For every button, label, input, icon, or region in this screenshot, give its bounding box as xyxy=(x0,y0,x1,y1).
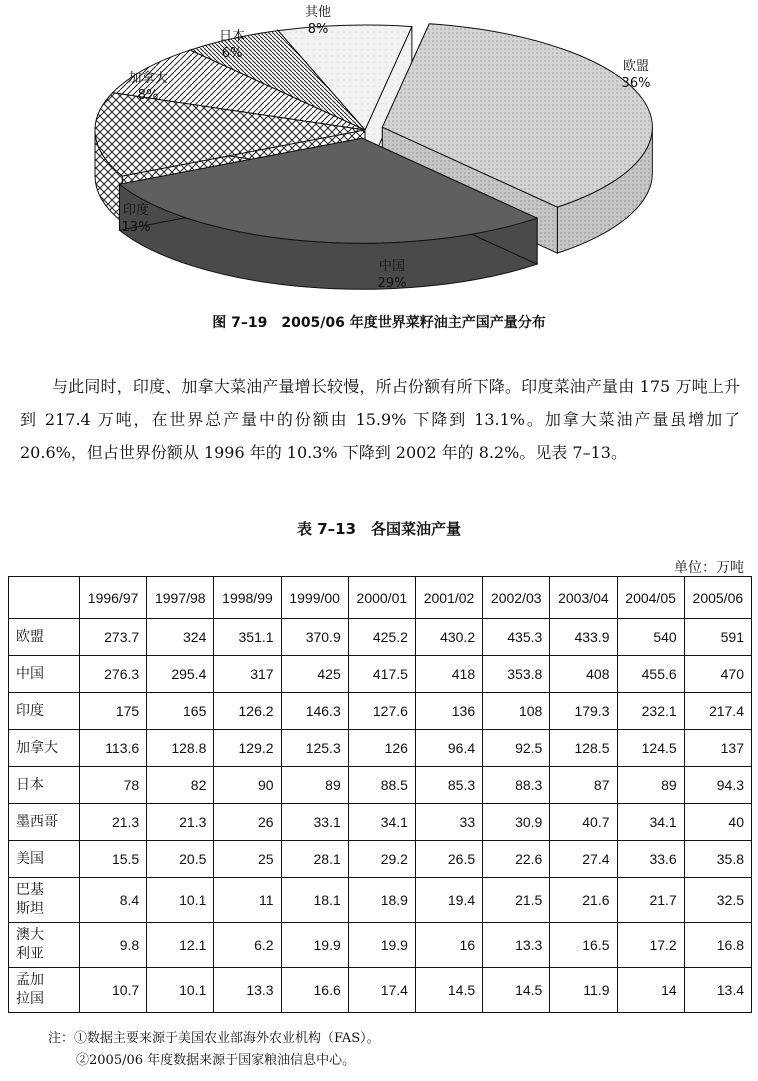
country-cell: 加拿大 xyxy=(9,730,80,767)
value-cell: 10.1 xyxy=(147,968,214,1013)
value-cell: 276.3 xyxy=(80,656,147,693)
value-cell: 18.1 xyxy=(281,878,348,923)
value-cell: 25 xyxy=(214,841,281,878)
year-header: 1996/97 xyxy=(80,577,147,619)
value-cell: 33.1 xyxy=(281,804,348,841)
value-cell: 124.5 xyxy=(617,730,684,767)
slice-label-value: 8% xyxy=(307,22,329,37)
value-cell: 34.1 xyxy=(348,804,415,841)
value-cell: 417.5 xyxy=(348,656,415,693)
value-cell: 90 xyxy=(214,767,281,804)
value-cell: 19.4 xyxy=(415,878,482,923)
slice-label-name: 其他 xyxy=(304,5,332,20)
year-header: 2000/01 xyxy=(348,577,415,619)
table-unit: 单位：万吨 xyxy=(674,560,744,576)
value-cell: 21.3 xyxy=(147,804,214,841)
value-cell: 19.9 xyxy=(281,923,348,968)
table-row xyxy=(9,619,752,656)
value-cell: 22.6 xyxy=(483,841,550,878)
value-cell: 21.3 xyxy=(80,804,147,841)
table-row xyxy=(9,767,752,804)
table-row xyxy=(9,968,752,1013)
value-cell: 89 xyxy=(617,767,684,804)
value-cell: 126 xyxy=(348,730,415,767)
country-cell-line: 斯坦 xyxy=(16,901,44,917)
country-cell xyxy=(9,968,80,1013)
table-row xyxy=(9,730,752,767)
value-cell: 125.3 xyxy=(281,730,348,767)
year-header: 1997/98 xyxy=(147,577,214,619)
slice-label xyxy=(305,4,331,37)
country-cell: 墨西哥 xyxy=(9,804,80,841)
value-cell: 11 xyxy=(214,878,281,923)
table-row xyxy=(9,693,752,730)
pie-chart xyxy=(0,0,758,305)
year-header: 2002/03 xyxy=(483,577,550,619)
value-cell: 13.4 xyxy=(684,968,751,1013)
value-cell: 20.5 xyxy=(147,841,214,878)
value-cell: 14.5 xyxy=(483,968,550,1013)
year-header: 2001/02 xyxy=(415,577,482,619)
table-row xyxy=(9,878,752,923)
value-cell: 16.8 xyxy=(684,923,751,968)
note-1: 注：①数据主要来源于美国农业部海外农业机构（FAS）。 xyxy=(48,1031,380,1046)
value-cell: 137 xyxy=(684,730,751,767)
year-header: 2004/05 xyxy=(617,577,684,619)
value-cell: 470 xyxy=(684,656,751,693)
value-cell: 40.7 xyxy=(550,804,617,841)
value-cell: 15.5 xyxy=(80,841,147,878)
year-header: 1998/99 xyxy=(214,577,281,619)
value-cell: 19.9 xyxy=(348,923,415,968)
slice-label-name: 欧盟 xyxy=(622,59,650,74)
value-cell: 40 xyxy=(684,804,751,841)
value-cell: 33.6 xyxy=(617,841,684,878)
value-cell: 179.3 xyxy=(550,693,617,730)
country-cell: 中国 xyxy=(9,656,80,693)
value-cell: 16 xyxy=(415,923,482,968)
value-cell: 16.5 xyxy=(550,923,617,968)
slice-label-value: 13% xyxy=(121,220,151,235)
value-cell: 21.6 xyxy=(550,878,617,923)
value-cell: 13.3 xyxy=(214,968,281,1013)
value-cell: 88.5 xyxy=(348,767,415,804)
production-table xyxy=(8,576,752,1013)
value-cell: 113.6 xyxy=(80,730,147,767)
table-title: 表 7–13 各国菜油产量 xyxy=(296,520,462,538)
slice-label-name: 中国 xyxy=(378,259,406,274)
value-cell: 129.2 xyxy=(214,730,281,767)
value-cell: 11.9 xyxy=(550,968,617,1013)
value-cell: 165 xyxy=(147,693,214,730)
value-cell: 30.9 xyxy=(483,804,550,841)
value-cell: 12.1 xyxy=(147,923,214,968)
table-body xyxy=(9,619,752,1013)
table-row xyxy=(9,804,752,841)
slice-label xyxy=(622,59,651,91)
value-cell: 324 xyxy=(147,619,214,656)
value-cell: 232.1 xyxy=(617,693,684,730)
country-cell-line: 孟加 xyxy=(16,972,44,988)
value-cell: 14 xyxy=(617,968,684,1013)
value-cell: 10.1 xyxy=(147,878,214,923)
value-cell: 17.4 xyxy=(348,968,415,1013)
value-cell: 27.4 xyxy=(550,841,617,878)
value-cell: 26 xyxy=(214,804,281,841)
value-cell: 88.3 xyxy=(483,767,550,804)
figure-caption: 图 7–19 2005/06 年度世界菜籽油主产国产量分布 xyxy=(212,315,546,331)
value-cell: 33 xyxy=(415,804,482,841)
value-cell: 353.8 xyxy=(483,656,550,693)
slice-label-value: 8% xyxy=(137,88,159,103)
value-cell: 28.1 xyxy=(281,841,348,878)
value-cell: 128.5 xyxy=(550,730,617,767)
value-cell: 146.3 xyxy=(281,693,348,730)
table-row xyxy=(9,841,752,878)
year-header: 2005/06 xyxy=(684,577,751,619)
slice-label-value: 29% xyxy=(377,276,407,291)
value-cell: 408 xyxy=(550,656,617,693)
country-cell-line: 澳大 xyxy=(16,927,44,943)
value-cell: 21.5 xyxy=(483,878,550,923)
slice-label-name: 日本 xyxy=(218,29,246,44)
value-cell: 126.2 xyxy=(214,693,281,730)
country-cell xyxy=(9,923,80,968)
value-cell: 13.3 xyxy=(483,923,550,968)
year-header: 1999/00 xyxy=(281,577,348,619)
value-cell: 418 xyxy=(415,656,482,693)
value-cell: 10.7 xyxy=(80,968,147,1013)
country-cell: 欧盟 xyxy=(9,619,80,656)
value-cell: 217.4 xyxy=(684,693,751,730)
value-cell: 96.4 xyxy=(415,730,482,767)
value-cell: 17.2 xyxy=(617,923,684,968)
value-cell: 317 xyxy=(214,656,281,693)
slice-label-value: 6% xyxy=(221,46,243,61)
value-cell: 34.1 xyxy=(617,804,684,841)
country-cell: 美国 xyxy=(9,841,80,878)
country-cell: 日本 xyxy=(9,767,80,804)
value-cell: 351.1 xyxy=(214,619,281,656)
country-cell xyxy=(9,878,80,923)
slice-label-name: 加拿大 xyxy=(128,71,168,86)
value-cell: 85.3 xyxy=(415,767,482,804)
slice-label-value: 36% xyxy=(621,76,651,91)
value-cell: 425 xyxy=(281,656,348,693)
table-row xyxy=(9,923,752,968)
country-cell: 印度 xyxy=(9,693,80,730)
body-paragraph: 与此同时，印度、加拿大菜油产量增长较慢，所占份额有所下降。印度菜油产量由 175 万吨上升到 217.4 万吨，在世界总产量中的份额由 15.9% 下降到 13.1%。加拿大菜油产量虽增加了 20.6%，但占世界份额从 1996 年的 10.3% 下降到 2002 年的 8.2%。见表 7–13。 xyxy=(20,377,740,462)
table-header-row xyxy=(9,577,752,619)
value-cell: 87 xyxy=(550,767,617,804)
value-cell: 78 xyxy=(80,767,147,804)
value-cell: 32.5 xyxy=(684,878,751,923)
value-cell: 128.8 xyxy=(147,730,214,767)
value-cell: 295.4 xyxy=(147,656,214,693)
value-cell: 89 xyxy=(281,767,348,804)
value-cell: 26.5 xyxy=(415,841,482,878)
slice-label-name: 印度 xyxy=(122,203,150,218)
country-cell-line: 巴基 xyxy=(16,882,44,898)
value-cell: 108 xyxy=(483,693,550,730)
value-cell: 16.6 xyxy=(281,968,348,1013)
value-cell: 35.8 xyxy=(684,841,751,878)
value-cell: 6.2 xyxy=(214,923,281,968)
value-cell: 430.2 xyxy=(415,619,482,656)
value-cell: 14.5 xyxy=(415,968,482,1013)
value-cell: 433.9 xyxy=(550,619,617,656)
value-cell: 591 xyxy=(684,619,751,656)
table-corner-cell xyxy=(9,577,80,619)
value-cell: 92.5 xyxy=(483,730,550,767)
pie-chart-svg xyxy=(0,0,758,305)
country-cell-line: 利亚 xyxy=(16,946,44,962)
value-cell: 136 xyxy=(415,693,482,730)
value-cell: 21.7 xyxy=(617,878,684,923)
value-cell: 82 xyxy=(147,767,214,804)
value-cell: 540 xyxy=(617,619,684,656)
value-cell: 94.3 xyxy=(684,767,751,804)
value-cell: 273.7 xyxy=(80,619,147,656)
value-cell: 8.4 xyxy=(80,878,147,923)
value-cell: 175 xyxy=(80,693,147,730)
value-cell: 435.3 xyxy=(483,619,550,656)
table-row xyxy=(9,656,752,693)
country-cell-line: 拉国 xyxy=(16,991,44,1007)
value-cell: 18.9 xyxy=(348,878,415,923)
note-2: ②2005/06 年度数据来源于国家粮油信息中心。 xyxy=(76,1053,356,1068)
value-cell: 455.6 xyxy=(617,656,684,693)
table-notes xyxy=(48,1028,380,1072)
year-header: 2003/04 xyxy=(550,577,617,619)
value-cell: 9.8 xyxy=(80,923,147,968)
value-cell: 127.6 xyxy=(348,693,415,730)
value-cell: 29.2 xyxy=(348,841,415,878)
value-cell: 425.2 xyxy=(348,619,415,656)
value-cell: 370.9 xyxy=(281,619,348,656)
